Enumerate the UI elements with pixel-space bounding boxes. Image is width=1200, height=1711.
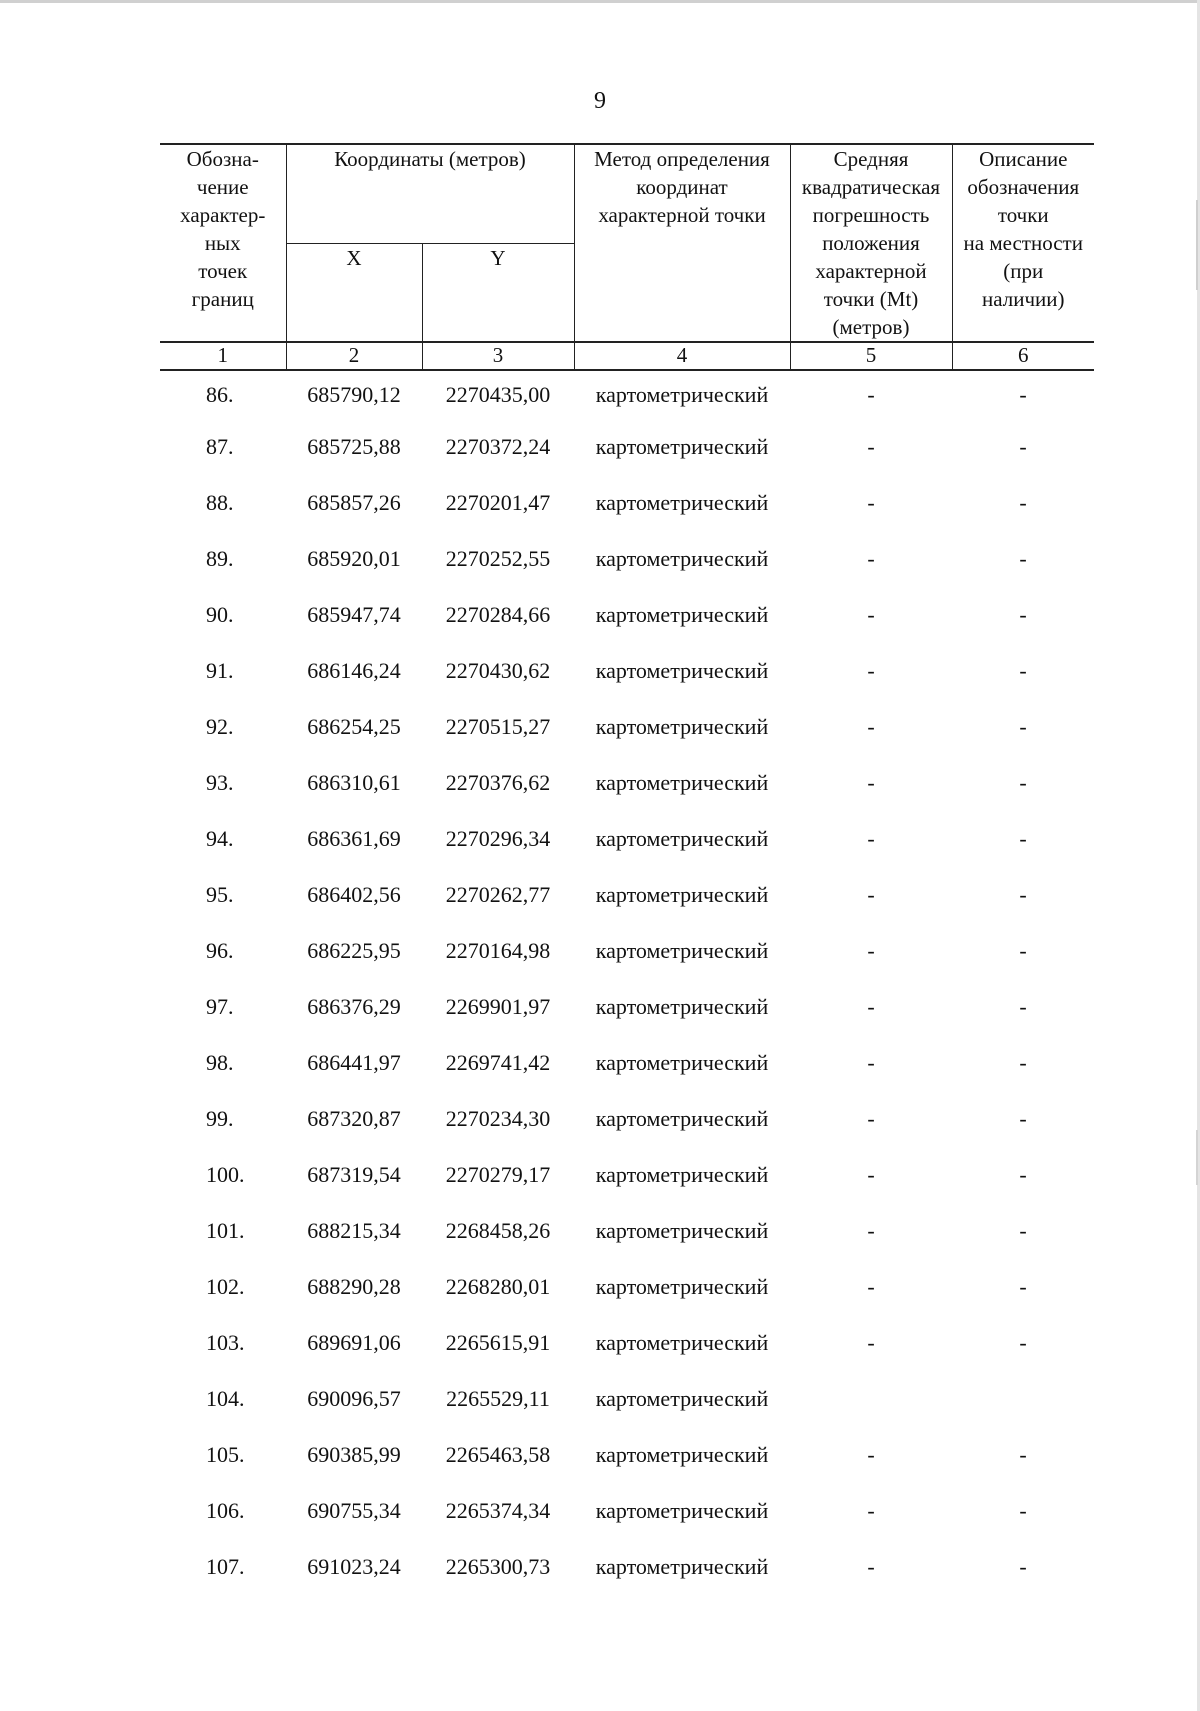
table-row — [160, 1427, 1094, 1483]
x-coordinate: 688215,34 — [307, 1218, 401, 1243]
y-coordinate: 2270515,27 — [445, 714, 551, 739]
table-row — [160, 1315, 1094, 1371]
table-row — [160, 1203, 1094, 1259]
column-number: 3 — [422, 342, 574, 370]
error-value: - — [867, 546, 875, 571]
error-value: - — [867, 382, 875, 407]
x-coordinate: 685920,01 — [307, 546, 401, 571]
description-value: - — [1019, 882, 1027, 907]
x-coordinate: 685947,74 — [307, 602, 401, 627]
point-id: 105. — [206, 1442, 245, 1467]
y-coordinate: 2270201,47 — [445, 490, 551, 515]
table-row — [160, 1147, 1094, 1203]
error-value: - — [867, 1106, 875, 1131]
header-coordinates: Координаты (метров) — [286, 144, 574, 243]
description-value: - — [1019, 1218, 1027, 1243]
y-coordinate: 2270252,55 — [445, 546, 551, 571]
method-value: картометрический — [595, 1162, 769, 1187]
x-coordinate: 686146,24 — [307, 658, 401, 683]
x-coordinate: 686361,69 — [307, 826, 401, 851]
y-coordinate: 2270262,77 — [445, 882, 551, 907]
y-coordinate: 2268458,26 — [445, 1218, 551, 1243]
column-number: 1 — [160, 342, 286, 370]
y-coordinate: 2270376,62 — [445, 770, 551, 795]
scan-mark — [1196, 1130, 1198, 1185]
header-error: Средняя квадратическая погрешность положения характерной точки (Mt) (метров) — [790, 144, 952, 342]
x-coordinate: 687320,87 — [307, 1106, 401, 1131]
point-id: 89. — [206, 546, 234, 571]
point-id: 96. — [206, 938, 234, 963]
method-value: картометрический — [595, 1442, 769, 1467]
point-id: 103. — [206, 1330, 245, 1355]
point-id: 91. — [206, 658, 234, 683]
description-value: - — [1019, 602, 1027, 627]
y-coordinate: 2270372,24 — [445, 434, 551, 459]
point-id: 101. — [206, 1218, 245, 1243]
point-id: 97. — [206, 994, 234, 1019]
column-number: 5 — [790, 342, 952, 370]
description-value: - — [1019, 1106, 1027, 1131]
page-number: 9 — [594, 88, 606, 114]
y-coordinate: 2270430,62 — [445, 658, 551, 683]
description-value: - — [1019, 1274, 1027, 1299]
error-value: - — [867, 938, 875, 963]
method-value: картометрический — [595, 546, 769, 571]
table-row — [160, 1539, 1094, 1595]
error-value: - — [867, 1330, 875, 1355]
x-coordinate: 686402,56 — [307, 882, 401, 907]
x-coordinate: 686376,29 — [307, 994, 401, 1019]
point-id: 92. — [206, 714, 234, 739]
error-value: - — [867, 882, 875, 907]
error-value: - — [867, 602, 875, 627]
x-coordinate: 686441,97 — [307, 1050, 401, 1075]
table-row — [160, 755, 1094, 811]
description-value: - — [1019, 770, 1027, 795]
point-id: 94. — [206, 826, 234, 851]
method-value: картометрический — [595, 826, 769, 851]
y-coordinate: 2270296,34 — [445, 826, 551, 851]
description-value: - — [1019, 1498, 1027, 1523]
description-value: - — [1019, 714, 1027, 739]
x-coordinate: 685790,12 — [307, 382, 401, 407]
point-id: 99. — [206, 1106, 234, 1131]
table-row — [160, 1259, 1094, 1315]
point-id: 88. — [206, 490, 234, 515]
error-value — [790, 1371, 952, 1427]
y-coordinate: 2265300,73 — [445, 1554, 551, 1579]
error-value: - — [867, 1498, 875, 1523]
error-value: - — [867, 714, 875, 739]
point-id: 87. — [206, 434, 234, 459]
table-row — [160, 1035, 1094, 1091]
table-row — [160, 867, 1094, 923]
description-value: - — [1019, 1554, 1027, 1579]
method-value: картометрический — [595, 994, 769, 1019]
error-value: - — [867, 658, 875, 683]
column-number: 2 — [286, 342, 422, 370]
error-value: - — [867, 434, 875, 459]
method-value: картометрический — [595, 602, 769, 627]
method-value: картометрический — [595, 1050, 769, 1075]
method-value: картометрический — [595, 938, 769, 963]
scan-mark — [1196, 200, 1198, 290]
table-row — [160, 531, 1094, 587]
table-row — [160, 587, 1094, 643]
x-coordinate: 686310,61 — [307, 770, 401, 795]
column-number: 6 — [952, 342, 1094, 370]
x-coordinate: 688290,28 — [307, 1274, 401, 1299]
method-value: картометрический — [595, 434, 769, 459]
header-description: Описание обозначения точки на местности (при наличии) — [952, 144, 1094, 342]
x-coordinate: 687319,54 — [307, 1162, 401, 1187]
error-value: - — [867, 1050, 875, 1075]
x-coordinate: 686254,25 — [307, 714, 401, 739]
table-row — [160, 419, 1094, 475]
description-value: - — [1019, 434, 1027, 459]
table-row — [160, 979, 1094, 1035]
point-id: 107. — [206, 1554, 245, 1579]
method-value: картометрический — [595, 1554, 769, 1579]
description-value: - — [1019, 938, 1027, 963]
method-value: картометрический — [595, 658, 769, 683]
method-value: картометрический — [595, 1386, 769, 1411]
point-id: 104. — [206, 1386, 245, 1411]
x-coordinate: 690755,34 — [307, 1498, 401, 1523]
description-value: - — [1019, 1162, 1027, 1187]
table-row — [160, 1091, 1094, 1147]
error-value: - — [867, 1218, 875, 1243]
method-value: картометрический — [595, 714, 769, 739]
method-value: картометрический — [595, 382, 769, 407]
table-row — [160, 475, 1094, 531]
error-value: - — [867, 1554, 875, 1579]
x-coordinate: 690096,57 — [307, 1386, 401, 1411]
table-row — [160, 699, 1094, 755]
y-coordinate: 2269901,97 — [445, 994, 551, 1019]
scan-edge-top — [0, 0, 1200, 3]
point-id: 86. — [206, 382, 234, 407]
error-value: - — [867, 826, 875, 851]
y-coordinate: 2270279,17 — [445, 1162, 551, 1187]
y-coordinate: 2270435,00 — [445, 382, 551, 407]
x-coordinate: 690385,99 — [307, 1442, 401, 1467]
description-value — [952, 1371, 1094, 1427]
x-coordinate: 691023,24 — [307, 1554, 401, 1579]
column-number: 4 — [574, 342, 790, 370]
error-value: - — [867, 1442, 875, 1467]
description-value: - — [1019, 1442, 1027, 1467]
error-value: - — [867, 1274, 875, 1299]
x-coordinate: 689691,06 — [307, 1330, 401, 1355]
table-row — [160, 370, 1094, 419]
coordinates-table — [160, 143, 1094, 1595]
description-value: - — [1019, 490, 1027, 515]
error-value: - — [867, 490, 875, 515]
header-x: X — [286, 243, 422, 342]
point-id: 95. — [206, 882, 234, 907]
y-coordinate: 2265615,91 — [445, 1330, 551, 1355]
y-coordinate: 2265463,58 — [445, 1442, 551, 1467]
method-value: картометрический — [595, 882, 769, 907]
error-value: - — [867, 1162, 875, 1187]
y-coordinate: 2269741,42 — [445, 1050, 551, 1075]
error-value: - — [867, 770, 875, 795]
x-coordinate: 685857,26 — [307, 490, 401, 515]
method-value: картометрический — [595, 1274, 769, 1299]
method-value: картометрический — [595, 1498, 769, 1523]
y-coordinate: 2270284,66 — [445, 602, 551, 627]
x-coordinate: 686225,95 — [307, 938, 401, 963]
header-method: Метод определения координат характерной точки — [574, 144, 790, 342]
point-id: 93. — [206, 770, 234, 795]
table-row — [160, 643, 1094, 699]
point-id: 106. — [206, 1498, 245, 1523]
y-coordinate: 2265529,11 — [446, 1386, 550, 1411]
method-value: картометрический — [595, 490, 769, 515]
description-value: - — [1019, 658, 1027, 683]
point-id: 102. — [206, 1274, 245, 1299]
description-value: - — [1019, 826, 1027, 851]
method-value: картометрический — [595, 1218, 769, 1243]
point-id: 100. — [206, 1162, 245, 1187]
point-id: 98. — [206, 1050, 234, 1075]
x-coordinate: 685725,88 — [307, 434, 401, 459]
table-row — [160, 1483, 1094, 1539]
description-value: - — [1019, 1050, 1027, 1075]
header-y: Y — [422, 243, 574, 342]
table-row — [160, 811, 1094, 867]
y-coordinate: 2265374,34 — [445, 1498, 551, 1523]
description-value: - — [1019, 382, 1027, 407]
method-value: картометрический — [595, 1106, 769, 1131]
header-point-designation: Обозна- чение характер- ных точек границ — [160, 144, 286, 342]
description-value: - — [1019, 1330, 1027, 1355]
description-value: - — [1019, 546, 1027, 571]
table-row — [160, 923, 1094, 979]
error-value: - — [867, 994, 875, 1019]
table-row — [160, 1371, 1094, 1427]
description-value: - — [1019, 994, 1027, 1019]
method-value: картометрический — [595, 1330, 769, 1355]
y-coordinate: 2268280,01 — [445, 1274, 551, 1299]
y-coordinate: 2270164,98 — [445, 938, 551, 963]
point-id: 90. — [206, 602, 234, 627]
method-value: картометрический — [595, 770, 769, 795]
y-coordinate: 2270234,30 — [445, 1106, 551, 1131]
